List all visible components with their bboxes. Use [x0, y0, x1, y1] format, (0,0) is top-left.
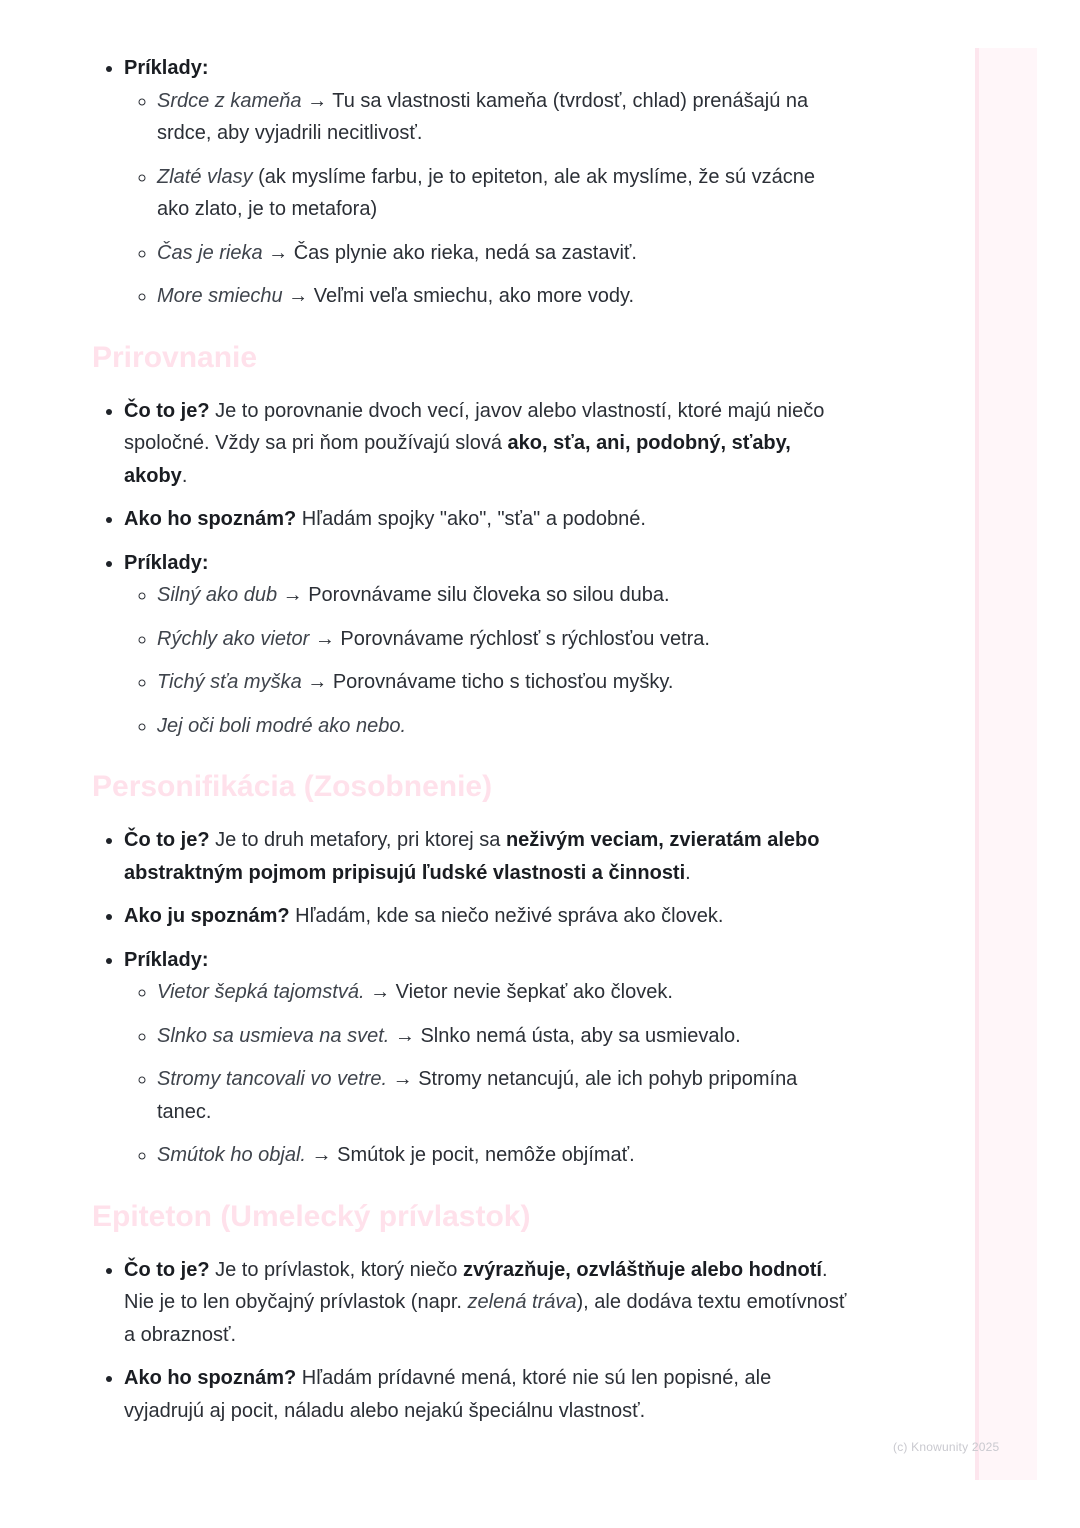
- example-italic: Srdce z kameňa: [157, 89, 302, 112]
- what-end: ), ale dodáva textu emotívnosť a obraznosť.: [124, 1291, 847, 1346]
- example-italic: Zlaté vlasy: [157, 165, 253, 188]
- example-italic: Silný ako dub: [157, 584, 278, 606]
- prirovnanie-list: [92, 395, 852, 743]
- example-item: [157, 237, 852, 270]
- example-item: [157, 976, 852, 1009]
- list-item-examples: [124, 944, 852, 1172]
- examples-label: Príklady:: [124, 948, 209, 971]
- example-item: [157, 1020, 852, 1053]
- what-text: Je to druh metafory, pri ktorej sa: [209, 829, 506, 851]
- what-text: Je to prívlastok, ktorý niečo: [209, 1258, 463, 1281]
- example-text: → Smútok je pocit, nemôže objímať.: [305, 1144, 635, 1166]
- examples-sublist: [124, 85, 852, 313]
- how-label: Ako ju spoznám?: [124, 905, 290, 927]
- example-item: [157, 666, 852, 699]
- example-italic: Rýchly ako vietor: [157, 627, 310, 650]
- example-text: → Tu sa vlastnosti kameňa (tvrdosť, chlad) prenášajú na srdce, aby vyjadrili necitlivosť.: [157, 89, 809, 144]
- what-end: .: [181, 464, 188, 487]
- example-text: → Porovnávame silu človeka so silou duba.: [277, 584, 670, 606]
- example-text: → Porovnávame ticho s tichosťou myšky.: [301, 671, 674, 693]
- what-bold: zvýrazňuje, ozvláštňuje alebo hodnotí: [462, 1258, 822, 1281]
- example-item: [157, 1139, 852, 1172]
- list-item-how: [124, 503, 852, 536]
- what-end: .: [685, 861, 691, 884]
- how-text: Hľadám, kde sa niečo neživé správa ako človek.: [289, 905, 724, 927]
- example-italic: Stromy tancovali vo vetre.: [157, 1068, 388, 1090]
- example-italic: Jej oči boli modré ako nebo.: [157, 714, 407, 737]
- personifikacia-list: [92, 824, 852, 1172]
- what-bold: ako, sťa, ani, podobný, sťaby, akoby: [124, 432, 791, 487]
- example-item: [157, 1063, 852, 1128]
- section-heading-prirovnanie: Prirovnanie: [92, 340, 258, 374]
- example-italic: Smútok ho objal.: [157, 1144, 306, 1166]
- what-bold: neživým veciam, zvieratám alebo abstraktným pojmom pripisujú ľudské vlastnosti a činnosti: [124, 829, 820, 884]
- section-heading-personifikacia: Personifikácia (Zosobnenie): [92, 770, 493, 803]
- list-item-what: [124, 824, 852, 889]
- side-decoration-strip: [975, 48, 1037, 1480]
- metafora-list: [92, 52, 852, 313]
- how-text: Hľadám spojky "ako", "sťa" a podobné.: [296, 508, 646, 530]
- what-label: Čo to je?: [124, 1258, 210, 1281]
- section-heading-epiteton: Epiteton (Umelecký prívlastok): [92, 1199, 531, 1233]
- document-body: [92, 52, 852, 1438]
- example-item: [157, 280, 852, 313]
- example-item: [157, 710, 852, 743]
- example-italic: Slnko sa usmieva na svet.: [157, 1024, 390, 1047]
- how-label: Ako ho spoznám?: [124, 508, 297, 530]
- examples-sublist: [124, 976, 852, 1172]
- list-item-how: [124, 1362, 852, 1427]
- copyright-watermark: (c) Knowunity 2025: [893, 1440, 1000, 1454]
- example-italic: Tichý sťa myška: [157, 671, 302, 693]
- example-text: → Stromy netancujú, ale ich pohyb pripomína tanec.: [157, 1068, 798, 1123]
- list-item-examples: [124, 52, 852, 313]
- what-mid: . Nie je to len obyčajný prívlastok (napr.: [124, 1258, 828, 1313]
- how-label: Ako ho spoznám?: [124, 1367, 297, 1389]
- list-item-what: [124, 1254, 852, 1352]
- example-italic: Vietor šepká tajomstvá.: [157, 981, 365, 1003]
- example-italic: Čas je rieka: [157, 241, 263, 264]
- what-label: Čo to je?: [124, 399, 210, 422]
- how-text: Hľadám prídavné mená, ktoré nie sú len popisné, ale vyjadrujú aj pocit, náladu alebo nejakú špeciálnu vlastnosť.: [124, 1367, 772, 1422]
- examples-label: Príklady:: [124, 551, 209, 574]
- list-item-examples: [124, 547, 852, 743]
- example-item: [157, 623, 852, 656]
- examples-label: Príklady:: [124, 57, 209, 79]
- example-text: → Čas plynie ako rieka, nedá sa zastaviť.: [262, 241, 637, 264]
- example-text: → Veľmi veľa smiechu, ako more vody.: [282, 285, 635, 307]
- example-item: [157, 161, 852, 226]
- examples-sublist: [124, 579, 852, 742]
- what-label: Čo to je?: [124, 829, 210, 851]
- list-item-what: [124, 395, 852, 493]
- epiteton-list: [92, 1254, 852, 1428]
- what-text: Je to porovnanie dvoch vecí, javov alebo vlastností, ktoré majú niečo spoločné. Vždy sa pri ňom používajú slová: [124, 399, 825, 454]
- what-italic: zelená tráva: [467, 1291, 577, 1313]
- example-item: [157, 579, 852, 612]
- example-text: (ak myslíme farbu, je to epiteton, ale ak myslíme, že sú vzácne ako zlato, je to metafora): [157, 165, 816, 220]
- example-text: → Porovnávame rýchlosť s rýchlosťou vetra.: [309, 627, 710, 650]
- list-item-how: [124, 900, 852, 933]
- example-italic: More smiechu: [157, 285, 283, 307]
- example-item: [157, 85, 852, 150]
- example-text: → Vietor nevie šepkať ako človek.: [364, 981, 673, 1003]
- example-text: → Slnko nemá ústa, aby sa usmievalo.: [389, 1024, 741, 1047]
